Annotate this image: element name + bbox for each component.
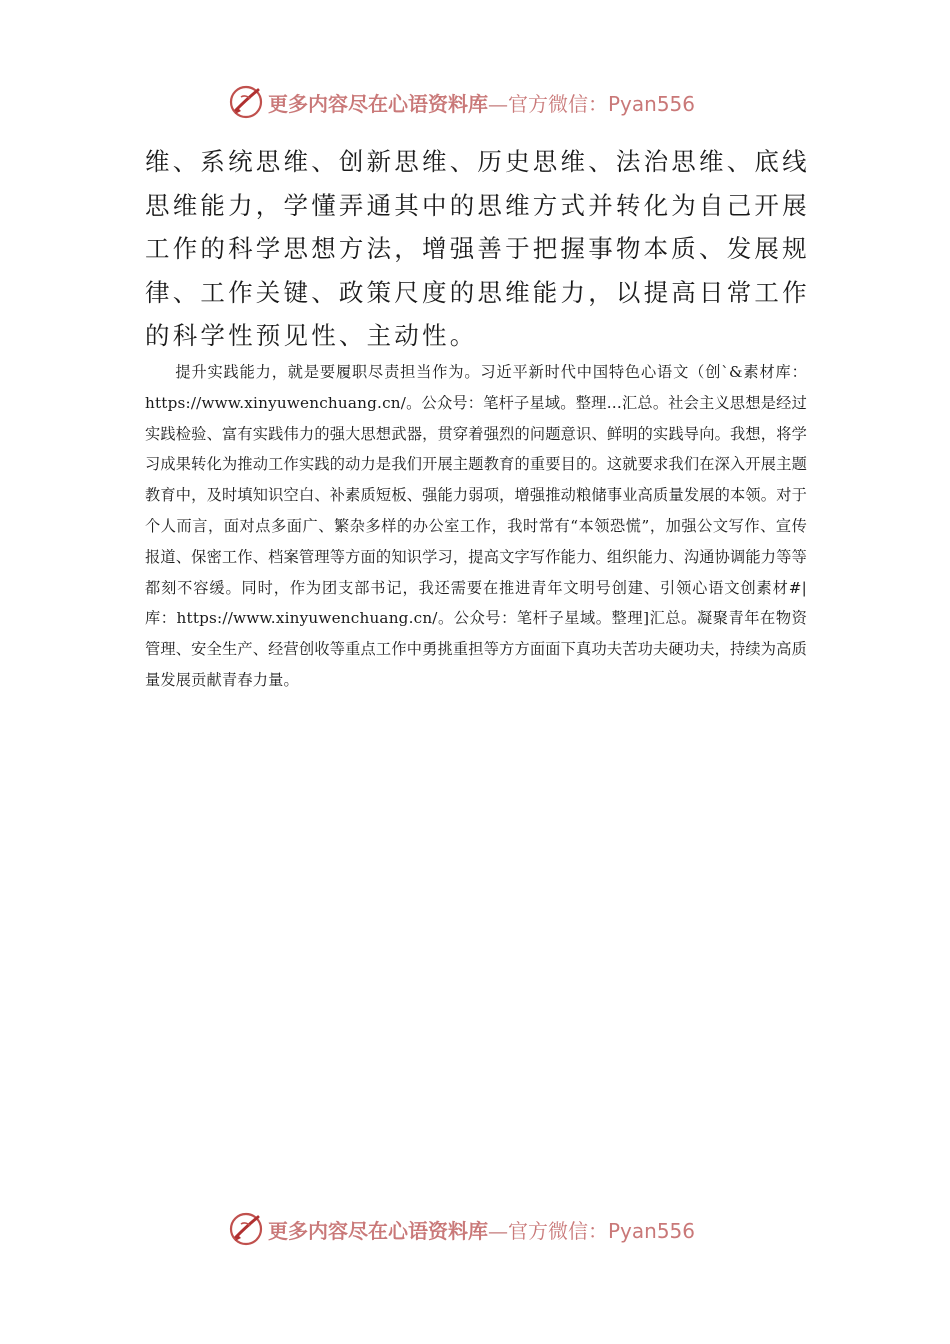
header-wechat-id: Pyan556 xyxy=(608,91,696,116)
header-banner-text xyxy=(268,88,695,117)
large-paragraph: 维、系统思维、创新思维、历史思维、法治思维、底线思维能力，学懂弄通其中的思维方式并转化为自己开展工作的科学思想方法，增强善于把握事物本质、发展规律、工作关键、政策尺度的思维能力，以提高日常工作的科学性预见性、主动性。 xyxy=(145,147,810,350)
footer-wechat-label: 官方微信： xyxy=(508,1218,608,1243)
pen-logo-icon xyxy=(228,1211,264,1247)
header-dash: — xyxy=(488,91,508,116)
footer-wechat-id: Pyan556 xyxy=(608,1218,696,1243)
footer-brand-text: 更多内容尽在心语资料库 xyxy=(268,1218,488,1243)
footer-banner-text xyxy=(268,1215,695,1244)
header-brand-text: 更多内容尽在心语资料库 xyxy=(268,91,488,116)
footer-banner xyxy=(228,1209,728,1249)
small-paragraph: 提升实践能力，就是要履职尽责担当作为。习近平新时代中国特色心语文（创`&素材库：https://www.xinyuwenchuang.cn/。公众号：笔杆子星域。整理…汇总。社会主义思想是经过实践检验、富有实践伟力的强大思想武器，贯穿着强烈的问题意识、鲜明的实践导向。我想，将学习成果转化为推动工作实践的动力是我们开展主题教育的重要目的。这就要求我们在深入开展主题教育中，及时填知识空白、补素质短板、强能力弱项，增强推动粮储事业高质量发展的本领。对于个人而言，面对点多面广、繁杂多样的办公室工作，我时常有“本领恐慌”，加强公文写作、宣传报道、保密工作、档案管理等方面的知识学习，提高文字写作能力、组织能力、沟通协调能力等等都刻不容缓。同时，作为团支部书记，我还需要在推进青年文明号创建、引领心语文创素材#|库：https://www.xinyuwenchuang.cn/。公众号：笔杆子星域。整理]汇总。凝聚青年在物资管理、安全生产、经营创收等重点工作中勇挑重担等方方面面下真功夫苦功夫硬功夫，持续为高质量发展贡献青春力量。 xyxy=(145,363,807,689)
footer-dash: — xyxy=(488,1218,508,1243)
header-wechat-label: 官方微信： xyxy=(508,91,608,116)
pen-logo-icon xyxy=(228,84,264,120)
header-banner xyxy=(228,82,728,122)
